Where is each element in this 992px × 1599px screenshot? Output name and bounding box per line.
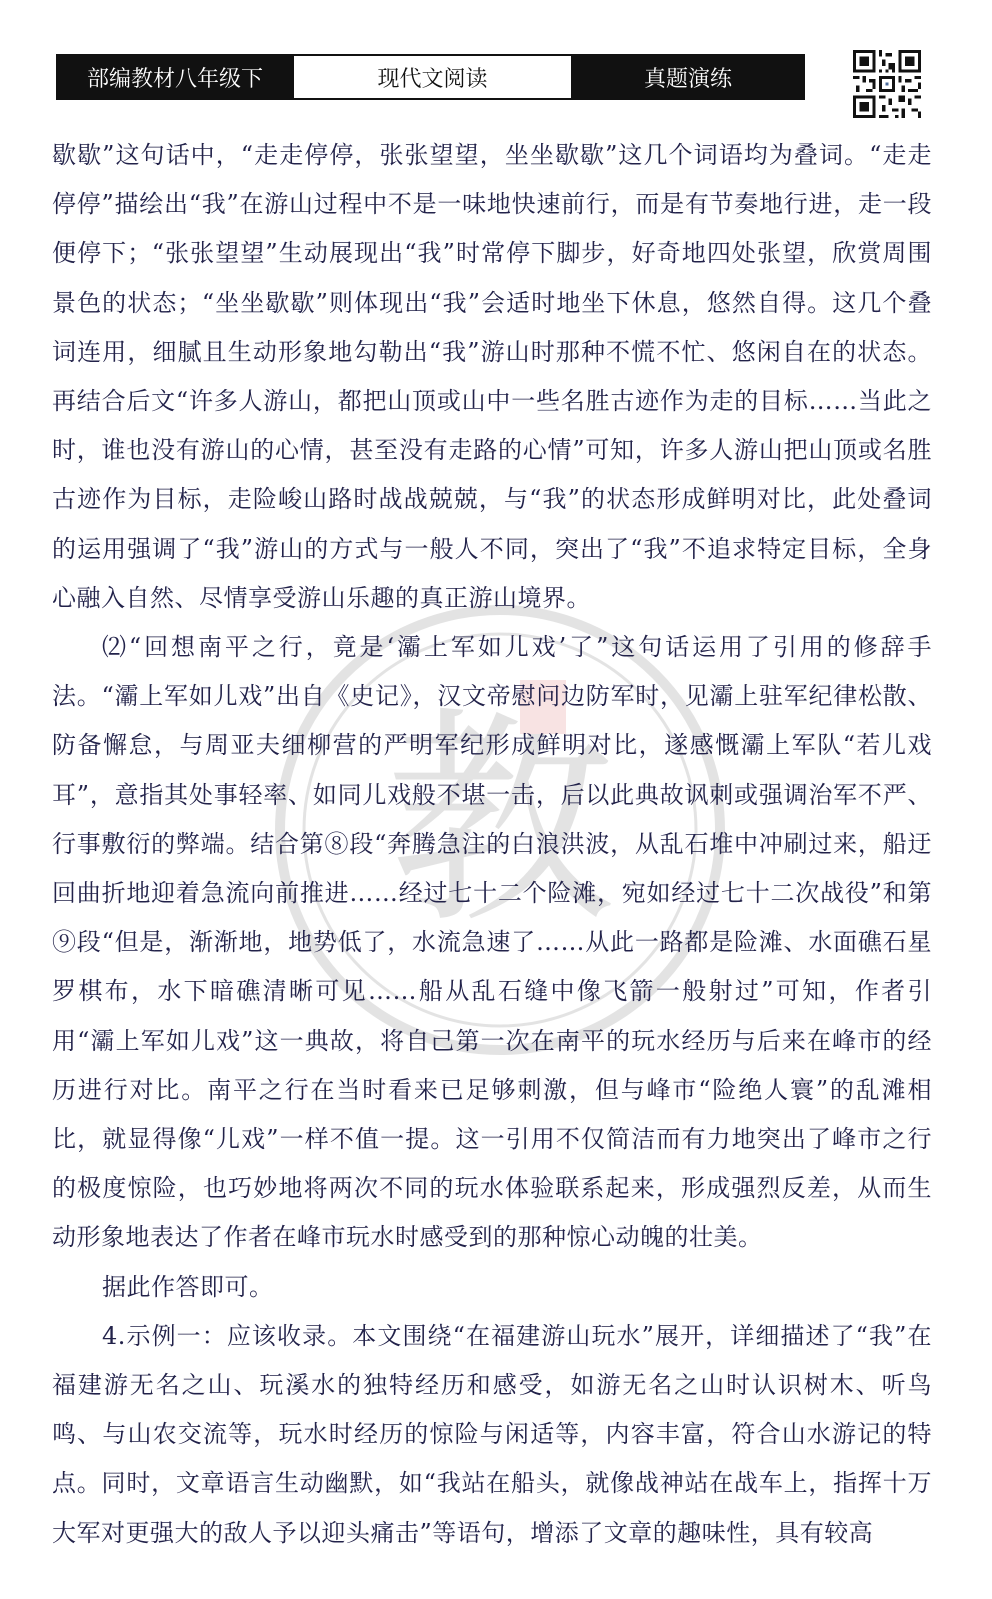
paragraph-answer-note: 据此作答即可。 bbox=[102, 1272, 274, 1301]
paragraph-quotation-analysis: ⑵“回想南平之行，竟是‘灞上军如儿戏’了”这句话运用了引用的修辞手法。“灞上军如儿戏”出自《史记》，汉文帝慰问边防军时，见灞上驻军纪律松散、防备懈怠，与周亚夫细柳营的严明军纪形成鲜明对比，遂感慨灞上军队“若儿戏耳”，意指其处事轻率、如同儿戏般不堪一击，后以此典故讽刺或强调治军不严、行事敷衍的弊端。结合第⑧段“奔腾急注的白浪洪波，从乱石堆中冲刷过来，船迂回曲折地迎着急流向前推进……经过七十二个险滩，宛如经过七十二次战役”和第⑨段“但是，渐渐地，地势低了，水流急速了……从此一路都是险滩、水面礁石星罗棋布，水下暗礁清晰可见……船从乱石缝中像飞箭一般射过”可知，作者引用“灞上军如儿戏”这一典故，将自己第一次在南平的玩水经历与后来在峰市的经历进行对比。南平之行在当时看来已足够刺激，但与峰市“险绝人寰”的乱滩相比，就显得像“儿戏”一样不值一提。这一引用不仅简洁而有力地突出了峰市之行的极度惊险，也巧妙地将两次不同的玩水体验联系起来，形成强烈反差，从而生动形象地表达了作者在峰市玩水时感受到的那种惊心动魄的壮美。 bbox=[52, 633, 932, 1252]
header-section-label: 现代文阅读 bbox=[292, 56, 573, 98]
answer-explanation-body bbox=[52, 131, 932, 1558]
paragraph-reduplication-analysis: 歇歇”这句话中，“走走停停，张张望望，坐坐歇歇”这几个词语均为叠词。“走走停停”描绘出“我”在游山过程中不是一味地快速前行，而是有节奏地行进，走一段便停下；“张张望望”生动展现出“我”时常停下脚步，好奇地四处张望，欣赏周围景色的状态；“坐坐歇歇”则体现出“我”会适时地坐下休息，悠然自得。这几个叠词连用，细腻且生动形象地勾勒出“我”游山时那种不慌不忙、悠闲自在的状态。再结合后文“许多人游山，都把山顶或山中一些名胜古迹作为走的目标……当此之时，谁也没有游山的心情，甚至没有走路的心情”可知，许多人游山把山顶或名胜古迹作为目标，走险峻山路时战战兢兢，与“我”的状态形成鲜明对比，此处叠词的运用强调了“我”游山的方式与一般人不同，突出了“我”不追求特定目标，全身心融入自然、尽情享受游山乐趣的真正游山境界。 bbox=[52, 141, 932, 612]
header-bar bbox=[56, 54, 805, 100]
header-textbook-label: 部编教材八年级下 bbox=[58, 56, 292, 98]
watermark-glyph: 教 bbox=[384, 688, 616, 955]
paragraph-question-4-example: 4.示例一：应该收录。本文围绕“在福建游山玩水”展开，详细描述了“我”在福建游无名之山、玩溪水的独特经历和感受，如游无名之山时认识树木、听鸟鸣、与山农交流等，玩水时经历的惊险与闲适等，内容丰富，符合山水游记的特点。同时，文章语言生动幽默，如“我站在船头，就像战神站在战车上，指挥十万大军对更强大的敌人予以迎头痛击”等语句，增添了文章的趣味性，具有较高 bbox=[52, 1321, 932, 1547]
header-exercise-label: 真题演练 bbox=[573, 56, 803, 98]
qr-code-icon bbox=[853, 50, 921, 118]
